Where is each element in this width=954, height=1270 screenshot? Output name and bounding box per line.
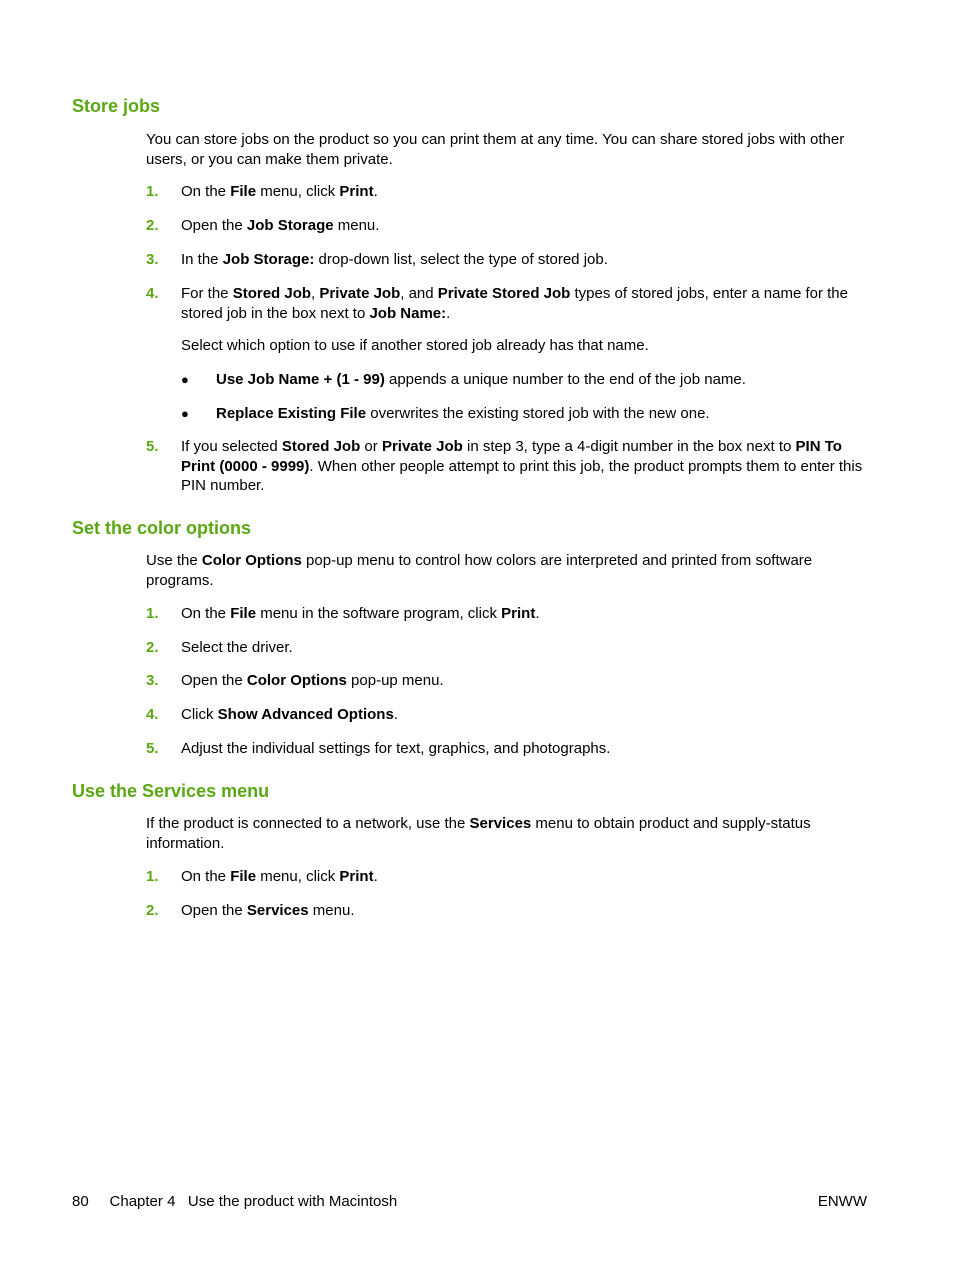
step-item — [146, 437, 870, 496]
step-text: On the File menu, click Print. — [181, 183, 378, 200]
chapter-label: Chapter 4 — [109, 1193, 176, 1210]
step-item — [146, 705, 870, 725]
section-intro: If the product is connected to a network, use the Services menu to obtain product and supply-status information. — [146, 815, 811, 852]
section-heading-services-menu: Use the Services menu — [72, 781, 270, 801]
step-number: 1. — [146, 868, 159, 885]
step-item — [146, 638, 870, 658]
step-text: Click Show Advanced Options. — [181, 706, 398, 723]
section-intro: You can store jobs on the product so you can print them at any time. You can share stored jobs with other users, or you can make them private. — [146, 131, 845, 168]
step-number: 2. — [146, 902, 159, 919]
chapter-title: Use the product with Macintosh — [187, 1193, 398, 1210]
bullet-item — [181, 404, 870, 424]
step-number: 4. — [146, 706, 159, 723]
locale-code: ENWW — [817, 1193, 867, 1210]
bullet-item — [181, 370, 870, 390]
bullet-text: Use Job Name + (1 - 99) appends a unique number to the end of the job name. — [216, 371, 746, 388]
step-text: Open the Color Options pop-up menu. — [181, 672, 444, 689]
step-number: 1. — [146, 605, 159, 622]
step-item — [146, 867, 870, 887]
step-item — [146, 604, 870, 624]
bullet-text: Replace Existing File overwrites the existing stored job with the new one. — [216, 405, 710, 422]
bullet-icon: ● — [181, 406, 189, 421]
step-note: Select which option to use if another stored job already has that name. — [181, 337, 649, 354]
page-footer — [72, 1192, 867, 1212]
step-number: 3. — [146, 251, 159, 268]
step-text: For the Stored Job, Private Job, and Private Stored Job types of stored jobs, enter a name for the stored job in the box next to Job Name:. — [181, 285, 848, 322]
step-text: Adjust the individual settings for text, graphics, and photographs. — [181, 740, 611, 757]
step-text: If you selected Stored Job or Private Job in step 3, type a 4-digit number in the box next to PIN To Print (0000 - 9999). When other people attempt to print this job, the product prompts them to enter this PIN number. — [181, 438, 863, 494]
section-heading-store-jobs: Store jobs — [72, 96, 161, 116]
step-number: 5. — [146, 438, 159, 455]
step-item — [146, 250, 870, 270]
section-intro: Use the Color Options pop-up menu to control how colors are interpreted and printed from software programs. — [146, 552, 813, 589]
bullet-icon: ● — [181, 372, 189, 387]
step-number: 4. — [146, 285, 159, 302]
step-item — [146, 901, 870, 921]
step-text: On the File menu in the software program, click Print. — [181, 605, 540, 622]
step-item — [146, 182, 870, 202]
step-number: 1. — [146, 183, 159, 200]
step-item — [146, 671, 870, 691]
step-text: Open the Services menu. — [181, 902, 355, 919]
step-item — [146, 739, 870, 759]
footer-left — [72, 1192, 397, 1212]
step-item — [146, 216, 870, 236]
step-number: 5. — [146, 740, 159, 757]
step-number: 2. — [146, 217, 159, 234]
step-text: Open the Job Storage menu. — [181, 217, 380, 234]
step-number: 2. — [146, 639, 159, 656]
step-text: In the Job Storage: drop-down list, select the type of stored job. — [181, 251, 608, 268]
step-text: On the File menu, click Print. — [181, 868, 378, 885]
section-heading-color-options: Set the color options — [72, 518, 252, 538]
page-number: 80 — [72, 1193, 89, 1210]
step-text: Select the driver. — [181, 639, 293, 656]
step-number: 3. — [146, 672, 159, 689]
step-item — [146, 284, 870, 323]
